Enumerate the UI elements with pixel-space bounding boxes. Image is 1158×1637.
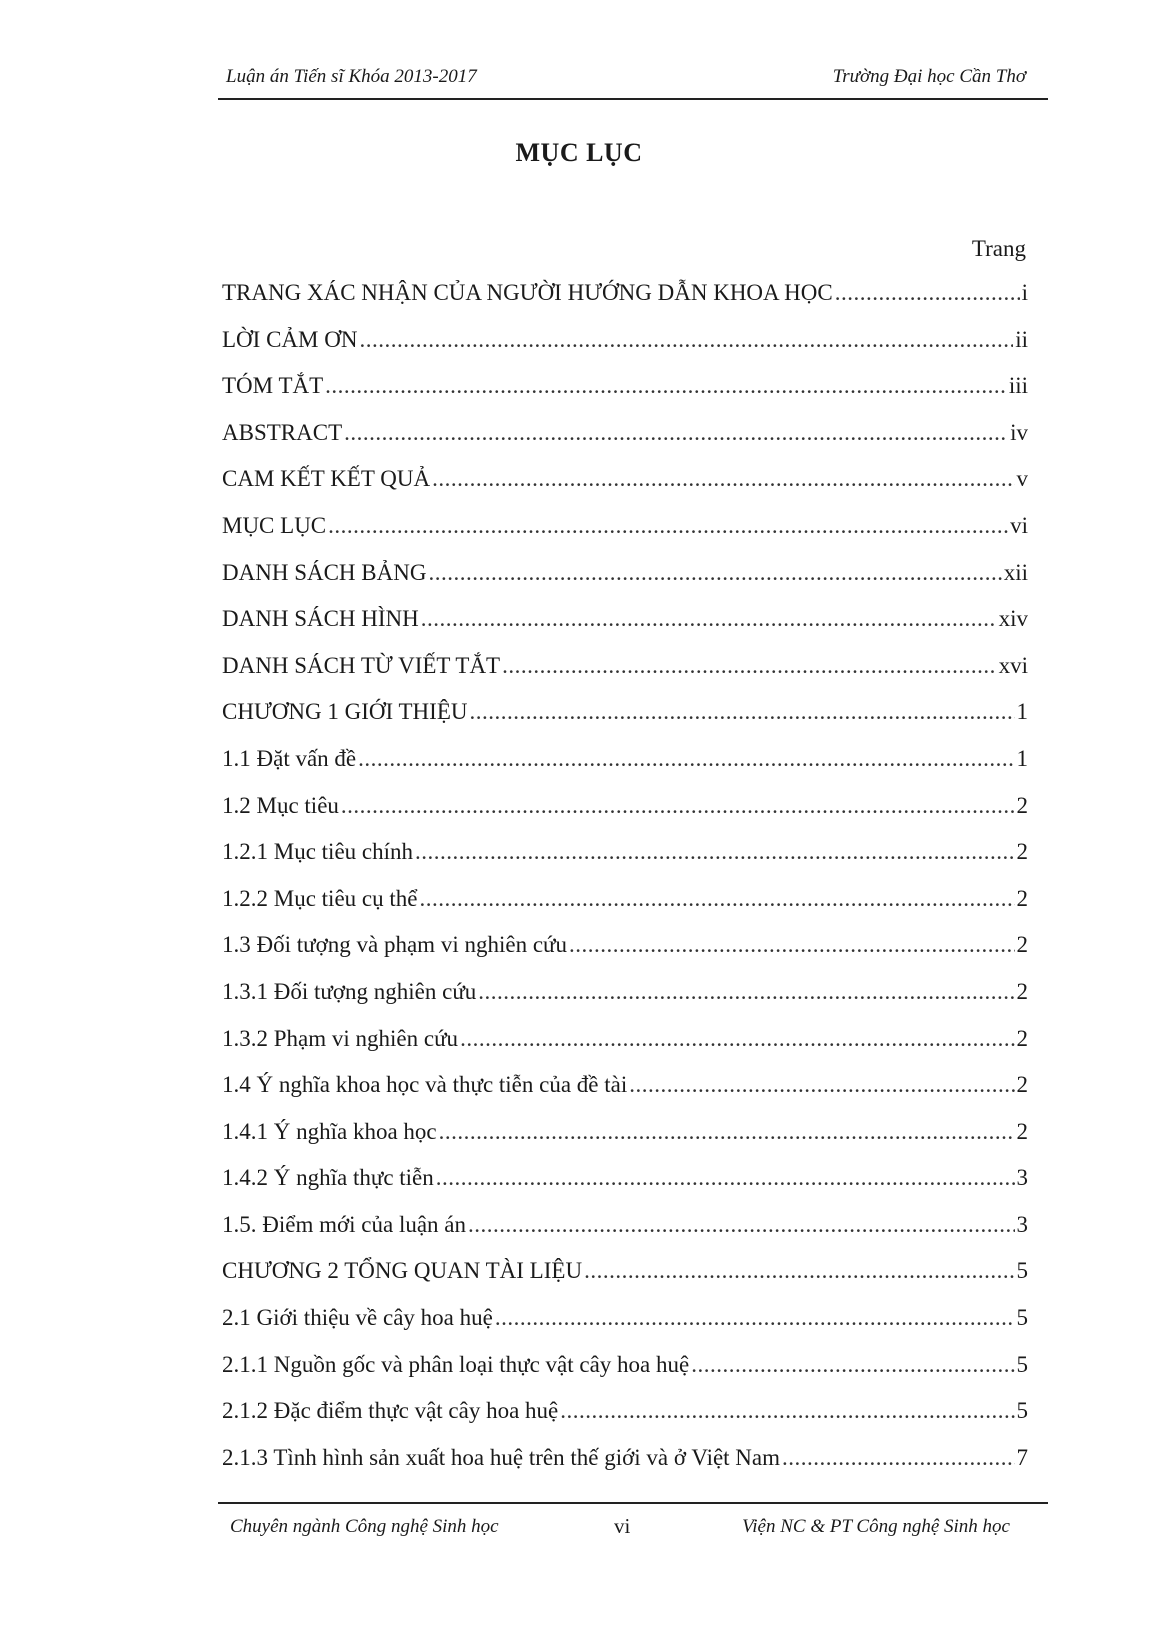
toc-entry[interactable] bbox=[222, 317, 1028, 364]
toc-entry-label: 1.4.2 Ý nghĩa thực tiễn bbox=[222, 1165, 434, 1191]
toc-dot-leader bbox=[629, 1062, 1014, 1109]
toc-entry-label: 1.3.1 Đối tượng nghiên cứu bbox=[222, 978, 477, 1004]
toc-dot-leader bbox=[502, 643, 997, 690]
toc-entry[interactable] bbox=[222, 643, 1028, 690]
toc-entry-label: CHƯƠNG 1 GIỚI THIỆU bbox=[222, 699, 468, 725]
toc-entry-label: 1.3 Đối tượng và phạm vi nghiên cứu bbox=[222, 932, 567, 958]
toc-dot-leader bbox=[560, 1388, 1014, 1435]
footer-major-label: Chuyên ngành Công nghệ Sinh học bbox=[230, 1516, 499, 1537]
toc-entry-label: CHƯƠNG 2 TỔNG QUAN TÀI LIỆU bbox=[222, 1258, 583, 1284]
toc-entry-page: 5 bbox=[1016, 1258, 1028, 1284]
toc-dot-leader bbox=[835, 270, 1020, 317]
toc-entry[interactable] bbox=[222, 1388, 1028, 1435]
toc-entry[interactable] bbox=[222, 1155, 1028, 1202]
toc-entry-label: 1.5. Điểm mới của luận án bbox=[222, 1211, 467, 1237]
toc-entry-page: 2 bbox=[1016, 792, 1028, 818]
toc-dot-leader bbox=[421, 596, 997, 643]
toc-entry-label: 1.4.1 Ý nghĩa khoa học bbox=[222, 1118, 437, 1144]
footer-institute-label: Viện NC & PT Công nghệ Sinh học bbox=[742, 1516, 1010, 1537]
page-header bbox=[218, 62, 1048, 100]
toc-entry[interactable] bbox=[222, 1342, 1028, 1389]
toc-entry-page: 5 bbox=[1016, 1305, 1028, 1331]
toc-dot-leader bbox=[359, 317, 1013, 364]
toc-entry-page: xii bbox=[1003, 559, 1028, 585]
toc-entry-page: 7 bbox=[1016, 1444, 1028, 1470]
toc-entry-page: 3 bbox=[1016, 1165, 1028, 1191]
toc-entry-label: ABSTRACT bbox=[222, 419, 343, 445]
toc-entry-label: DANH SÁCH BẢNG bbox=[222, 559, 427, 585]
toc-entry-label: TRANG XÁC NHẬN CỦA NGƯỜI HƯỚNG DẪN KHOA HỌC bbox=[222, 280, 833, 305]
header-thesis-label: Luận án Tiến sĩ Khóa 2013-2017 bbox=[226, 66, 477, 87]
toc-dot-leader bbox=[469, 689, 1014, 736]
toc-entry-label: 1.4 Ý nghĩa khoa học và thực tiễn của đề tài bbox=[222, 1072, 628, 1098]
toc-entry-label: 1.1 Đặt vấn đề bbox=[222, 745, 357, 771]
toc-entry[interactable] bbox=[222, 736, 1028, 783]
toc-dot-leader bbox=[428, 550, 1001, 597]
toc-entry-page: vi bbox=[1010, 512, 1028, 538]
toc-entry-label: 2.1 Giới thiệu về cây hoa huệ bbox=[222, 1305, 493, 1331]
toc-entry-page: ii bbox=[1015, 326, 1028, 352]
toc-dot-leader bbox=[569, 922, 1015, 969]
toc-dot-leader bbox=[436, 1155, 1015, 1202]
toc-entry-label: CAM KẾT KẾT QUẢ bbox=[222, 466, 431, 492]
toc-entry-label: 2.1.3 Tình hình sản xuất hoa huệ trên thế giới và ở Việt Nam bbox=[222, 1444, 781, 1470]
toc-entry-page: 1 bbox=[1016, 745, 1028, 771]
toc-entry[interactable] bbox=[222, 689, 1028, 736]
toc-entry-page: 3 bbox=[1016, 1211, 1028, 1237]
toc-dot-leader bbox=[344, 410, 1008, 457]
footer-page-number: vi bbox=[614, 1514, 631, 1538]
toc-entry-label: 1.3.2 Phạm vi nghiên cứu bbox=[222, 1025, 459, 1051]
toc-dot-leader bbox=[325, 363, 1007, 410]
table-of-contents bbox=[222, 270, 1028, 1481]
toc-entry-label: DANH SÁCH HÌNH bbox=[222, 606, 419, 632]
toc-entry-label: TÓM TẮT bbox=[222, 373, 324, 399]
toc-entry[interactable] bbox=[222, 1016, 1028, 1063]
toc-entry[interactable] bbox=[222, 1295, 1028, 1342]
toc-entry-page: 5 bbox=[1016, 1351, 1028, 1377]
toc-dot-leader bbox=[419, 876, 1014, 923]
toc-entry[interactable] bbox=[222, 1248, 1028, 1295]
toc-entry-page: v bbox=[1016, 466, 1028, 492]
toc-dot-leader bbox=[584, 1248, 1014, 1295]
toc-entry-label: 1.2.1 Mục tiêu chính bbox=[222, 839, 413, 865]
toc-entry[interactable] bbox=[222, 596, 1028, 643]
toc-dot-leader bbox=[495, 1295, 1015, 1342]
toc-dot-leader bbox=[341, 783, 1015, 830]
header-university-label: Trường Đại học Cần Thơ bbox=[832, 66, 1026, 87]
toc-entry[interactable] bbox=[222, 1109, 1028, 1156]
toc-entry-page: 2 bbox=[1016, 932, 1028, 958]
toc-entry[interactable] bbox=[222, 363, 1028, 410]
page-footer bbox=[218, 1502, 1048, 1544]
toc-entry[interactable] bbox=[222, 550, 1028, 597]
toc-entry-page: 2 bbox=[1016, 885, 1028, 911]
toc-dot-leader bbox=[415, 829, 1015, 876]
toc-entry-label: 1.2.2 Mục tiêu cụ thể bbox=[222, 885, 418, 911]
toc-entry-page: xiv bbox=[998, 606, 1028, 632]
toc-entry[interactable] bbox=[222, 1435, 1028, 1482]
toc-entry-page: 1 bbox=[1016, 699, 1028, 725]
toc-dot-leader bbox=[439, 1109, 1015, 1156]
toc-entry[interactable] bbox=[222, 1202, 1028, 1249]
toc-dot-leader bbox=[358, 736, 1014, 783]
toc-entry-page: 2 bbox=[1016, 839, 1028, 865]
toc-entry-label: 2.1.2 Đặc điểm thực vật cây hoa huệ bbox=[222, 1398, 559, 1424]
toc-entry-page: 2 bbox=[1016, 978, 1028, 1004]
toc-entry[interactable] bbox=[222, 503, 1028, 550]
toc-entry-page: xvi bbox=[998, 652, 1028, 678]
toc-entry-label: MỤC LỤC bbox=[222, 512, 327, 538]
toc-entry[interactable] bbox=[222, 783, 1028, 830]
toc-dot-leader bbox=[782, 1435, 1014, 1482]
toc-entry-page: iii bbox=[1008, 373, 1028, 399]
toc-entry[interactable] bbox=[222, 410, 1028, 457]
toc-entry-label: 1.2 Mục tiêu bbox=[222, 792, 339, 818]
toc-entry-page: 2 bbox=[1016, 1118, 1028, 1144]
toc-dot-leader bbox=[432, 456, 1014, 503]
toc-entry-page: i bbox=[1021, 280, 1028, 305]
toc-entry[interactable] bbox=[222, 829, 1028, 876]
page-title: MỤC LỤC bbox=[515, 138, 643, 167]
toc-entry[interactable] bbox=[222, 969, 1028, 1016]
toc-dot-leader bbox=[691, 1342, 1014, 1389]
toc-dot-leader bbox=[468, 1202, 1014, 1249]
toc-entry-label: DANH SÁCH TỪ VIẾT TẮT bbox=[222, 652, 501, 678]
toc-entry-page: 2 bbox=[1016, 1072, 1028, 1098]
toc-entry[interactable] bbox=[222, 456, 1028, 503]
toc-entry-label: 2.1.1 Nguồn gốc và phân loại thực vật cây hoa huệ bbox=[222, 1351, 690, 1377]
toc-entry-label: LỜI CẢM ƠN bbox=[222, 326, 358, 352]
toc-entry[interactable] bbox=[222, 922, 1028, 969]
page-column-label: Trang bbox=[971, 236, 1026, 261]
toc-dot-leader bbox=[328, 503, 1008, 550]
toc-entry[interactable] bbox=[222, 876, 1028, 923]
toc-entry[interactable] bbox=[222, 270, 1028, 317]
toc-entry-page: 2 bbox=[1016, 1025, 1028, 1051]
toc-entry[interactable] bbox=[222, 1062, 1028, 1109]
toc-entry-page: iv bbox=[1010, 419, 1028, 445]
toc-dot-leader bbox=[460, 1016, 1014, 1063]
toc-entry-page: 5 bbox=[1016, 1398, 1028, 1424]
toc-dot-leader bbox=[478, 969, 1014, 1016]
